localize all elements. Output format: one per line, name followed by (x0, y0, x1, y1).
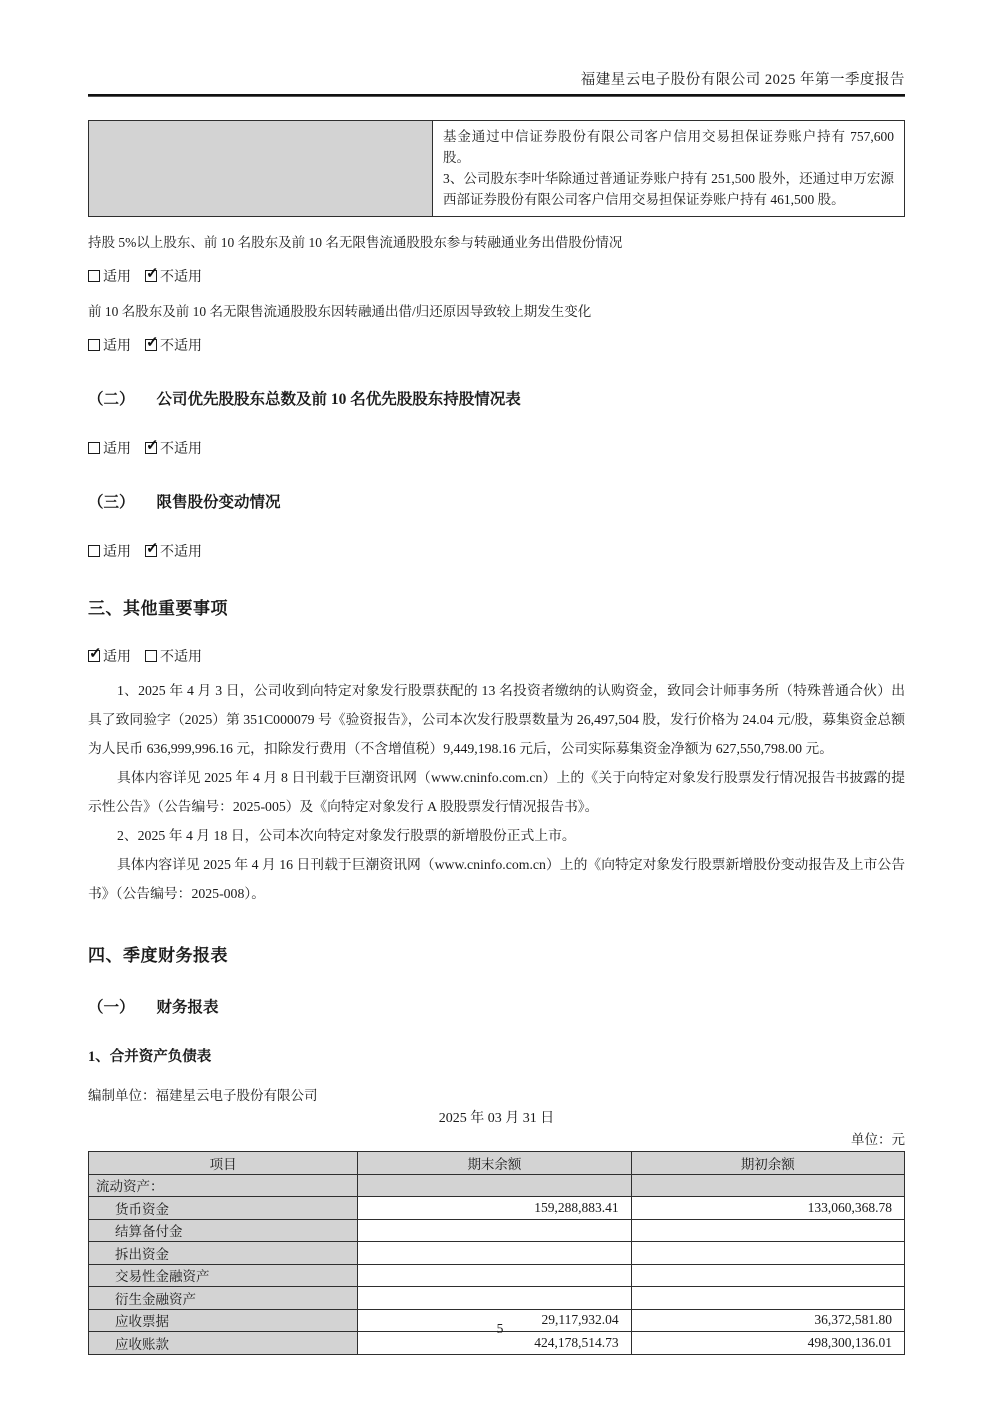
row-ending-value (358, 1264, 631, 1287)
section-number: （二） (88, 391, 135, 408)
row-item-label: 应收票据 (89, 1309, 358, 1332)
table-row-derivative-financial-assets (89, 1287, 905, 1310)
option-applicable (88, 438, 131, 458)
page-header (88, 0, 905, 97)
applicability-row-preferred (88, 438, 905, 458)
important-matters-body (88, 676, 905, 908)
row-ending-value (358, 1219, 631, 1242)
section-heading-preferred (88, 387, 905, 409)
row-ending-value: 29,117,932.04 (358, 1309, 631, 1332)
row-beginning-value (631, 1287, 904, 1310)
option-label: 适用 (103, 339, 131, 354)
option-applicable (88, 266, 131, 286)
option-not-applicable (145, 541, 202, 561)
paragraph: 1、2025 年 4 月 3 日，公司收到向特定对象发行股票获配的 13 名投资者缴纳的认购资金，致同会计师事务所（特殊普通合伙）出具了致同验字（2025）第 351C000079 号《验资报告》，公司本次发行股票数量为 26,497,504 股，发行价格为 24.04 元/股，募集资金总额为人民币 636,999,996.16 元，扣除发行费用（不含增值税）9,449,198.16 元后，公司实际募集资金净额为 627,550,798.00 元。 (88, 683, 905, 756)
option-applicable (88, 646, 131, 666)
report-title: 福建星云电子股份有限公司 2025 年第一季度报告 (580, 72, 905, 88)
checkbox-icon (88, 270, 100, 282)
option-applicable (88, 335, 131, 355)
row-beginning-value: 36,372,581.80 (631, 1309, 904, 1332)
lending-change-line: 前 10 名股东及前 10 名无限售流通股股东因转融通出借/归还原因导致较上期发生变化 (88, 304, 592, 319)
option-not-applicable (145, 438, 202, 458)
option-not-applicable (145, 335, 202, 355)
column-header-item: 项目 (89, 1152, 358, 1175)
applicability-row-restricted (88, 541, 905, 561)
checkbox-icon (145, 545, 157, 557)
carryover-right-cell (433, 121, 905, 217)
checkbox-icon (145, 442, 157, 454)
checkbox-icon (88, 442, 100, 454)
header-rule (88, 94, 905, 97)
unit-label: 单位：元 (851, 1132, 905, 1147)
row-ending-value: 424,178,514.73 (358, 1332, 631, 1355)
option-label: 适用 (103, 545, 131, 560)
checkbox-icon (88, 650, 100, 662)
option-not-applicable (145, 646, 202, 666)
checkbox-icon (145, 270, 157, 282)
option-applicable (88, 541, 131, 561)
table-row-cash (89, 1197, 905, 1220)
row-beginning-value (631, 1219, 904, 1242)
row-ending-value (358, 1242, 631, 1265)
lending-statement-line: 持股 5%以上股东、前 10 名股东及前 10 名无限售流通股股东参与转融通业务出借股份情况 (88, 235, 623, 250)
section-title: 限售股份变动情况 (156, 494, 281, 511)
row-beginning-value (631, 1174, 904, 1197)
section-heading-restricted (88, 490, 905, 512)
section-number: （三） (88, 494, 135, 511)
paragraph: 2、2025 年 4 月 18 日，公司本次向特定对象发行股票的新增股份正式上市。 (116, 828, 576, 843)
prepared-by-line: 编制单位：福建星云电子股份有限公司 (88, 1088, 318, 1103)
paragraph: 具体内容详见 2025 年 4 月 16 日刊载于巨潮资讯网（www.cninfo.com.cn）上的《向特定对象发行股票新增股份变动报告及上市公告书》（公告编号：2025-008）。 (88, 857, 905, 901)
section-title: 财务报表 (156, 999, 219, 1016)
row-beginning-value: 498,300,136.01 (631, 1332, 904, 1355)
row-item-label: 结算备付金 (89, 1219, 358, 1242)
row-item-label: 拆出资金 (89, 1242, 358, 1265)
table-row-current-assets (89, 1174, 905, 1197)
option-label: 不适用 (160, 442, 202, 457)
applicability-row-important-matters (88, 646, 905, 666)
row-ending-value (358, 1287, 631, 1310)
row-item-label: 应收账款 (89, 1332, 358, 1355)
option-label: 不适用 (160, 270, 202, 285)
row-ending-value: 159,288,883.41 (358, 1197, 631, 1220)
row-item-label: 流动资产： (89, 1174, 358, 1197)
page-number: 5 (496, 1321, 504, 1336)
row-item-label: 衍生金融资产 (89, 1287, 358, 1310)
checkbox-icon (145, 339, 157, 351)
option-label: 适用 (103, 442, 131, 457)
section-title: 公司优先股股东总数及前 10 名优先股股东持股情况表 (156, 391, 521, 408)
checkbox-icon (145, 650, 157, 662)
applicability-row-lending-1 (88, 266, 905, 286)
row-item-label: 货币资金 (89, 1197, 358, 1220)
carryover-paragraph-2: 3、公司股东李叶华除通过普通证券账户持有 251,500 股外，还通过申万宏源西部证券股份有限公司客户信用交易担保证券账户持有 461,500 股。 (443, 171, 894, 207)
row-item-label: 交易性金融资产 (89, 1264, 358, 1287)
checkbox-icon (88, 339, 100, 351)
table-row (89, 121, 905, 217)
paragraph: 具体内容详见 2025 年 4 月 8 日刊载于巨潮资讯网（www.cninfo.com.cn）上的《关于向特定对象发行股票发行情况报告书披露的提示性公告》（公告编号：2025-005）及《向特定对象发行 A 股股票发行情况报告书》。 (88, 770, 905, 814)
table-header-row (89, 1152, 905, 1175)
option-label: 不适用 (160, 339, 202, 354)
checkbox-icon (88, 545, 100, 557)
applicability-row-lending-2 (88, 335, 905, 355)
statement-date: 2025 年 03 月 31 日 (438, 1111, 555, 1126)
table-row-lendings (89, 1242, 905, 1265)
option-label: 不适用 (160, 545, 202, 560)
option-label: 不适用 (160, 650, 202, 665)
section-heading-financial-statements: 四、季度财务报表 (88, 946, 228, 965)
column-header-beginning-balance: 期初余额 (631, 1152, 904, 1175)
row-ending-value (358, 1174, 631, 1197)
carryover-paragraph-1: 基金通过中信证券股份有限公司客户信用交易担保证券账户持有 757,600 股。 (443, 129, 894, 165)
row-beginning-value (631, 1242, 904, 1265)
table-row-settlement-reserve (89, 1219, 905, 1242)
section-heading-important-matters: 三、其他重要事项 (88, 599, 228, 618)
column-header-ending-balance: 期末余额 (358, 1152, 631, 1175)
option-label: 适用 (103, 270, 131, 285)
subsection-heading-statements (88, 995, 905, 1017)
option-label: 适用 (103, 650, 131, 665)
statement-heading-balance-sheet: 1、合并资产负债表 (88, 1049, 212, 1065)
row-beginning-value (631, 1264, 904, 1287)
row-beginning-value: 133,060,368.78 (631, 1197, 904, 1220)
table-row-trading-financial-assets (89, 1264, 905, 1287)
section-number: （一） (88, 999, 135, 1016)
carryover-left-cell (89, 121, 433, 217)
carryover-table (88, 120, 905, 217)
option-not-applicable (145, 266, 202, 286)
